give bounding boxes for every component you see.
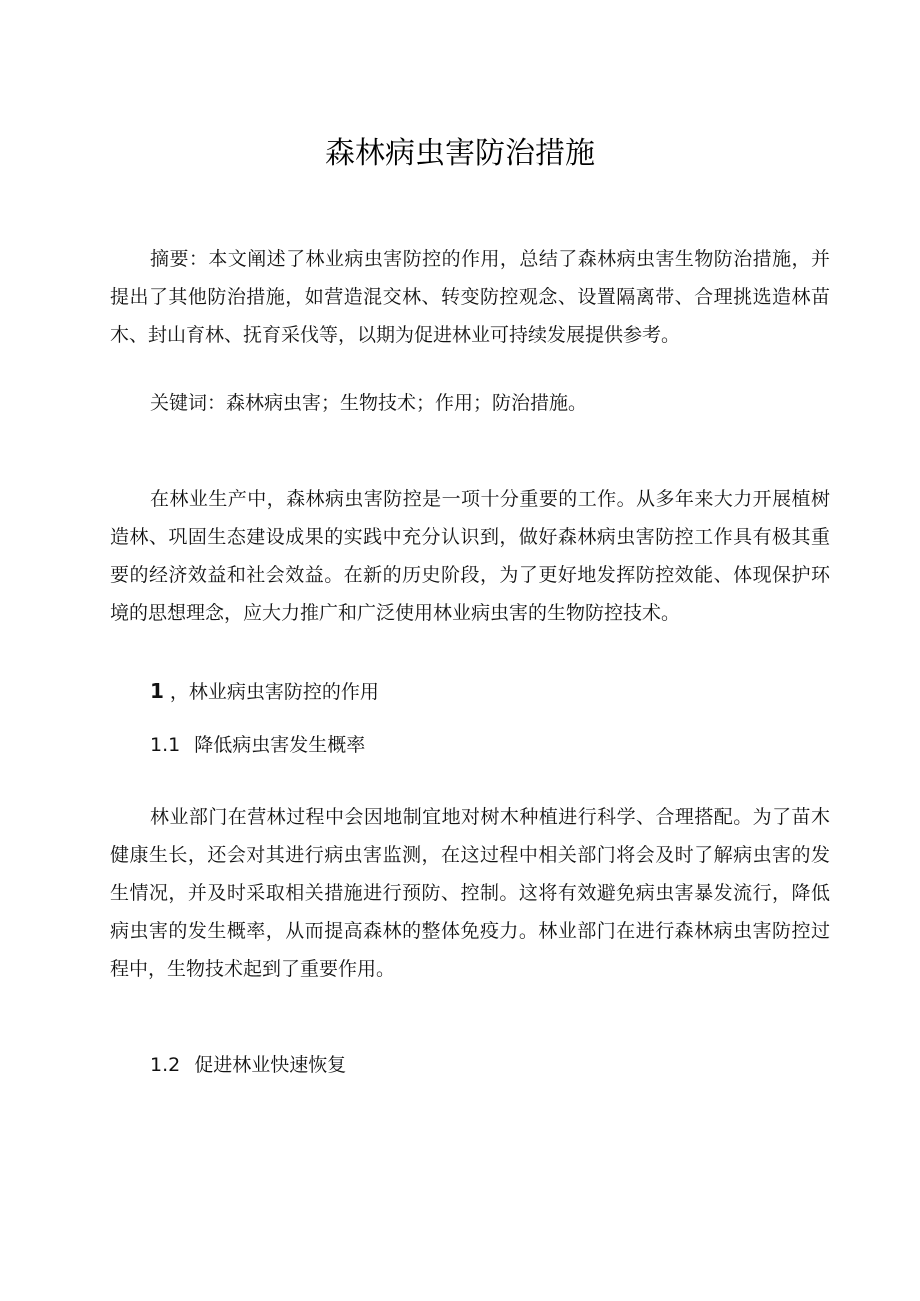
section-1-2-heading xyxy=(150,1046,346,1084)
section-1-2-title: 促进林业快速恢复 xyxy=(194,1054,347,1076)
section-1-1-title: 降低病虫害发生概率 xyxy=(194,734,366,756)
abstract-paragraph: 摘要：本文阐述了林业病虫害防控的作用，总结了森林病虫害生物防治措施，并提出了其他防治措施，如营造混交林、转变防控观念、设置隔离带、合理挑选造林苗木、封山育林、抚育采伐等，以期为促进林业可持续发展提供参考。 xyxy=(110,248,830,346)
section-1-1-heading xyxy=(150,726,365,764)
keywords-paragraph: 关键词：森林病虫害；生物技术；作用；防治措施。 xyxy=(150,392,588,414)
section-1-title: ，林业病虫害防控的作用 xyxy=(169,681,379,703)
document-title: 森林病虫害防治措施 xyxy=(325,136,595,171)
section-1-number: 1 xyxy=(150,679,164,703)
section-1-1-number: 1.1 xyxy=(150,734,181,756)
intro-paragraph: 在林业生产中，森林病虫害防控是一项十分重要的工作。从多年来大力开展植树造林、巩固生态建设成果的实践中充分认识到，做好森林病虫害防控工作具有极其重要的经济效益和社会效益。在新的历史阶段，为了更好地发挥防控效能、体现保护环境的思想理念，应大力推广和广泛使用林业病虫害的生物防控技术。 xyxy=(110,488,830,624)
section-1-2-number: 1.2 xyxy=(150,1054,181,1076)
section-1-heading xyxy=(150,672,379,711)
section-1-1-body: 林业部门在营林过程中会因地制宜地对树木种植进行科学、合理搭配。为了苗木健康生长，还会对其进行病虫害监测，在这过程中相关部门将会及时了解病虫害的发生情况，并及时采取相关措施进行预防、控制。这将有效避免病虫害暴发流行，降低病虫害的发生概率，从而提高森林的整体免疫力。林业部门在进行森林病虫害防控过程中，生物技术起到了重要作用。 xyxy=(110,806,830,980)
